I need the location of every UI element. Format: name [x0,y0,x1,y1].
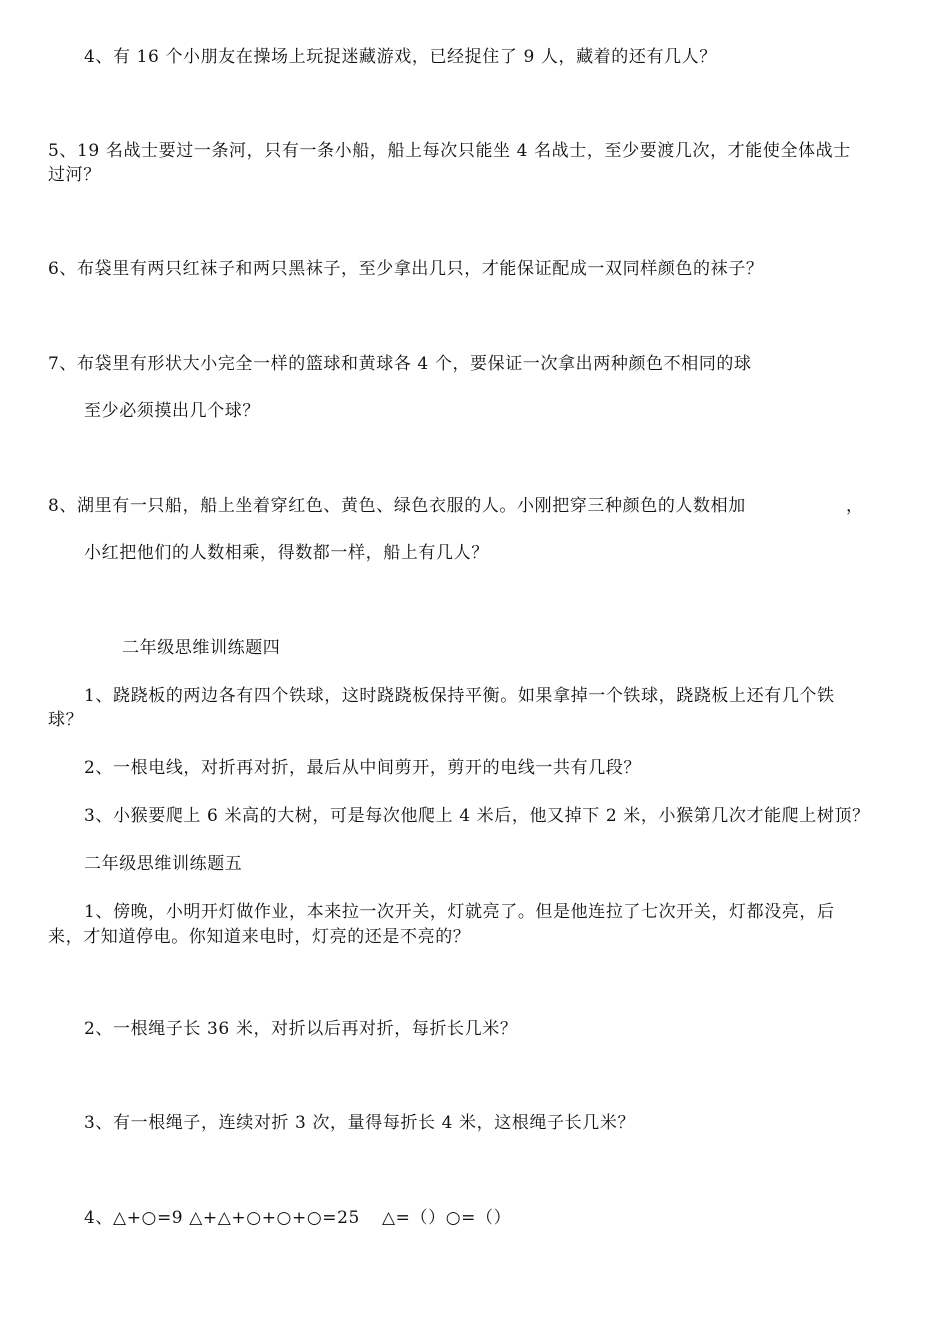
problem-text: 1、傍晚，小明开灯做作业，本来拉一次开关，灯就亮了。但是他连拉了七次开关，灯都没亮，后 [84,902,835,922]
problem-text: 2、一根绳子长 36 米，对折以后再对折，每折长几米？ [84,1019,518,1039]
problem-text: 8、湖里有一只船，船上坐着穿红色、黄色、绿色衣服的人。小刚把穿三种颜色的人数相加 [48,496,746,516]
problem-text: 3、有一根绳子，连续对折 3 次，量得每折长 4 米，这根绳子长几米？ [84,1113,636,1133]
problem-text: 2、一根电线，对折再对折，最后从中间剪开，剪开的电线一共有几段？ [84,758,642,778]
problem-text: 4、有 16 个小朋友在操场上玩捉迷藏游戏，已经捉住了 9 人，藏着的还有几人？ [84,47,717,67]
problem-text: 5、19 名战士要过一条河，只有一条小船，船上每次只能坐 4 名战士，至少要渡几次，才能使全体战士 [48,141,851,161]
section-title-four: 二年级思维训练题四 [122,638,281,658]
section-title-five: 二年级思维训练题五 [84,854,243,874]
problem-text: 6、布袋里有两只红袜子和两只黑袜子，至少拿出几只，才能保证配成一双同样颜色的袜子？ [48,259,764,279]
answer-blanks: △=（）○=（） [382,1208,512,1228]
problem-text: 7、布袋里有形状大小完全一样的篮球和黄球各 4 个，要保证一次拿出两种颜色不相同的球 [48,354,752,374]
problem-text-continued: 小红把他们的人数相乘，得数都一样，船上有几人？ [84,543,489,563]
problem-text: 1、跷跷板的两边各有四个铁球，这时跷跷板保持平衡。如果拿掉一个铁球，跷跷板上还有几个铁 [84,686,835,706]
problem-text: 3、小猴要爬上 6 米高的大树，可是每次他爬上 4 米后，他又掉下 2 米，小猴第几次才能爬上树顶？ [84,806,870,826]
problem-text-continued: 来，才知道停电。你知道来电时，灯亮的还是不亮的？ [48,927,471,947]
problem-text-comma: ， [846,496,864,516]
equation-text: 4、△+○=9 △+△+○+○+○=25 [84,1208,360,1228]
problem-text-continued: 过河？ [48,165,101,185]
problem-text-continued: 至少必须摸出几个球？ [84,401,260,421]
problem-text-continued: 球？ [48,710,84,730]
